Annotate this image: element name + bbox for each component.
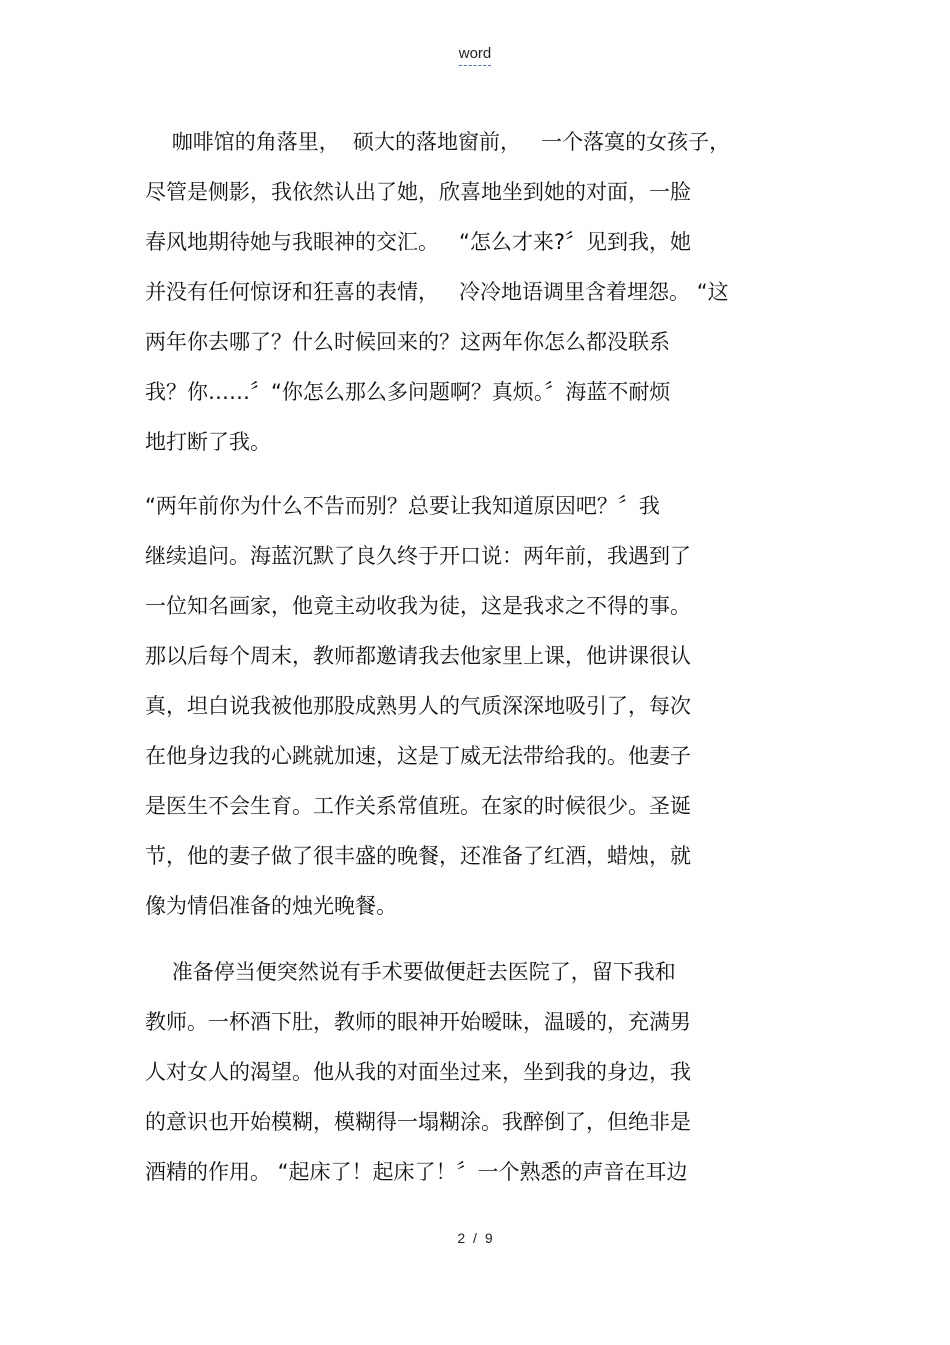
text-line: 准备停当便突然说有手术要做便赶去医院了，留下我和: [145, 960, 676, 984]
text-line: 真，坦白说我被他那股成熟男人的气质深深地吸引了，每次: [145, 694, 691, 718]
text-line: 的意识也开始模糊，模糊得一塌糊涂。我醉倒了，但绝非是: [145, 1110, 691, 1134]
page-header: [0, 44, 950, 66]
text-line: “两年前你为什么不告而别？总要让我知道原因吧？〞我: [145, 494, 660, 518]
text-line: 并没有任何惊讶和狂喜的表情， 冷冷地语调里含着埋怨。 “这: [145, 280, 729, 304]
text-line: 地打断了我。: [145, 430, 271, 454]
text-line: 教师。一杯酒下肚，教师的眼神开始暧昧，温暖的，充满男: [145, 1010, 691, 1034]
text-line: 我？你……〞“你怎么那么多问题啊？真烦。〞海蓝不耐烦: [145, 380, 671, 404]
text-line: 尽管是侧影，我依然认出了她，欣喜地坐到她的对面，一脸: [145, 180, 691, 204]
text-line: 是医生不会生育。工作关系常值班。在家的时候很少。圣诞: [145, 794, 691, 818]
text-line: 春风地期待她与我眼神的交汇。 “怎么才来?〞见到我，她: [145, 230, 692, 254]
text-line: 继续追问。海蓝沉默了良久终于开口说：两年前，我遇到了: [145, 544, 691, 568]
text-line: 节，他的妻子做了很丰盛的晚餐，还准备了红酒，蜡烛，就: [145, 844, 691, 868]
text-line: 像为情侣准备的烛光晚餐。: [145, 894, 397, 918]
text-line: 那以后每个周末，教师都邀请我去他家里上课，他讲课很认: [145, 644, 691, 668]
text-line: 在他身边我的心跳就加速，这是丁威无法带给我的。他妻子: [145, 744, 691, 768]
text-line: 人对女人的渴望。他从我的对面坐过来，坐到我的身边，我: [145, 1060, 691, 1084]
text-line: 一位知名画家，他竟主动收我为徒，这是我求之不得的事。: [145, 594, 691, 618]
text-line: 咖啡馆的角落里， 硕大的落地窗前， 一个落寞的女孩子，: [145, 130, 731, 154]
header-title: word: [459, 44, 492, 66]
page-number: 2 / 9: [457, 1230, 493, 1246]
text-line: 酒精的作用。 “起床了！起床了！〞一个熟悉的声音在耳边: [145, 1160, 688, 1184]
text-line: 两年你去哪了？什么时候回来的？这两年你怎么都没联系: [145, 330, 670, 354]
